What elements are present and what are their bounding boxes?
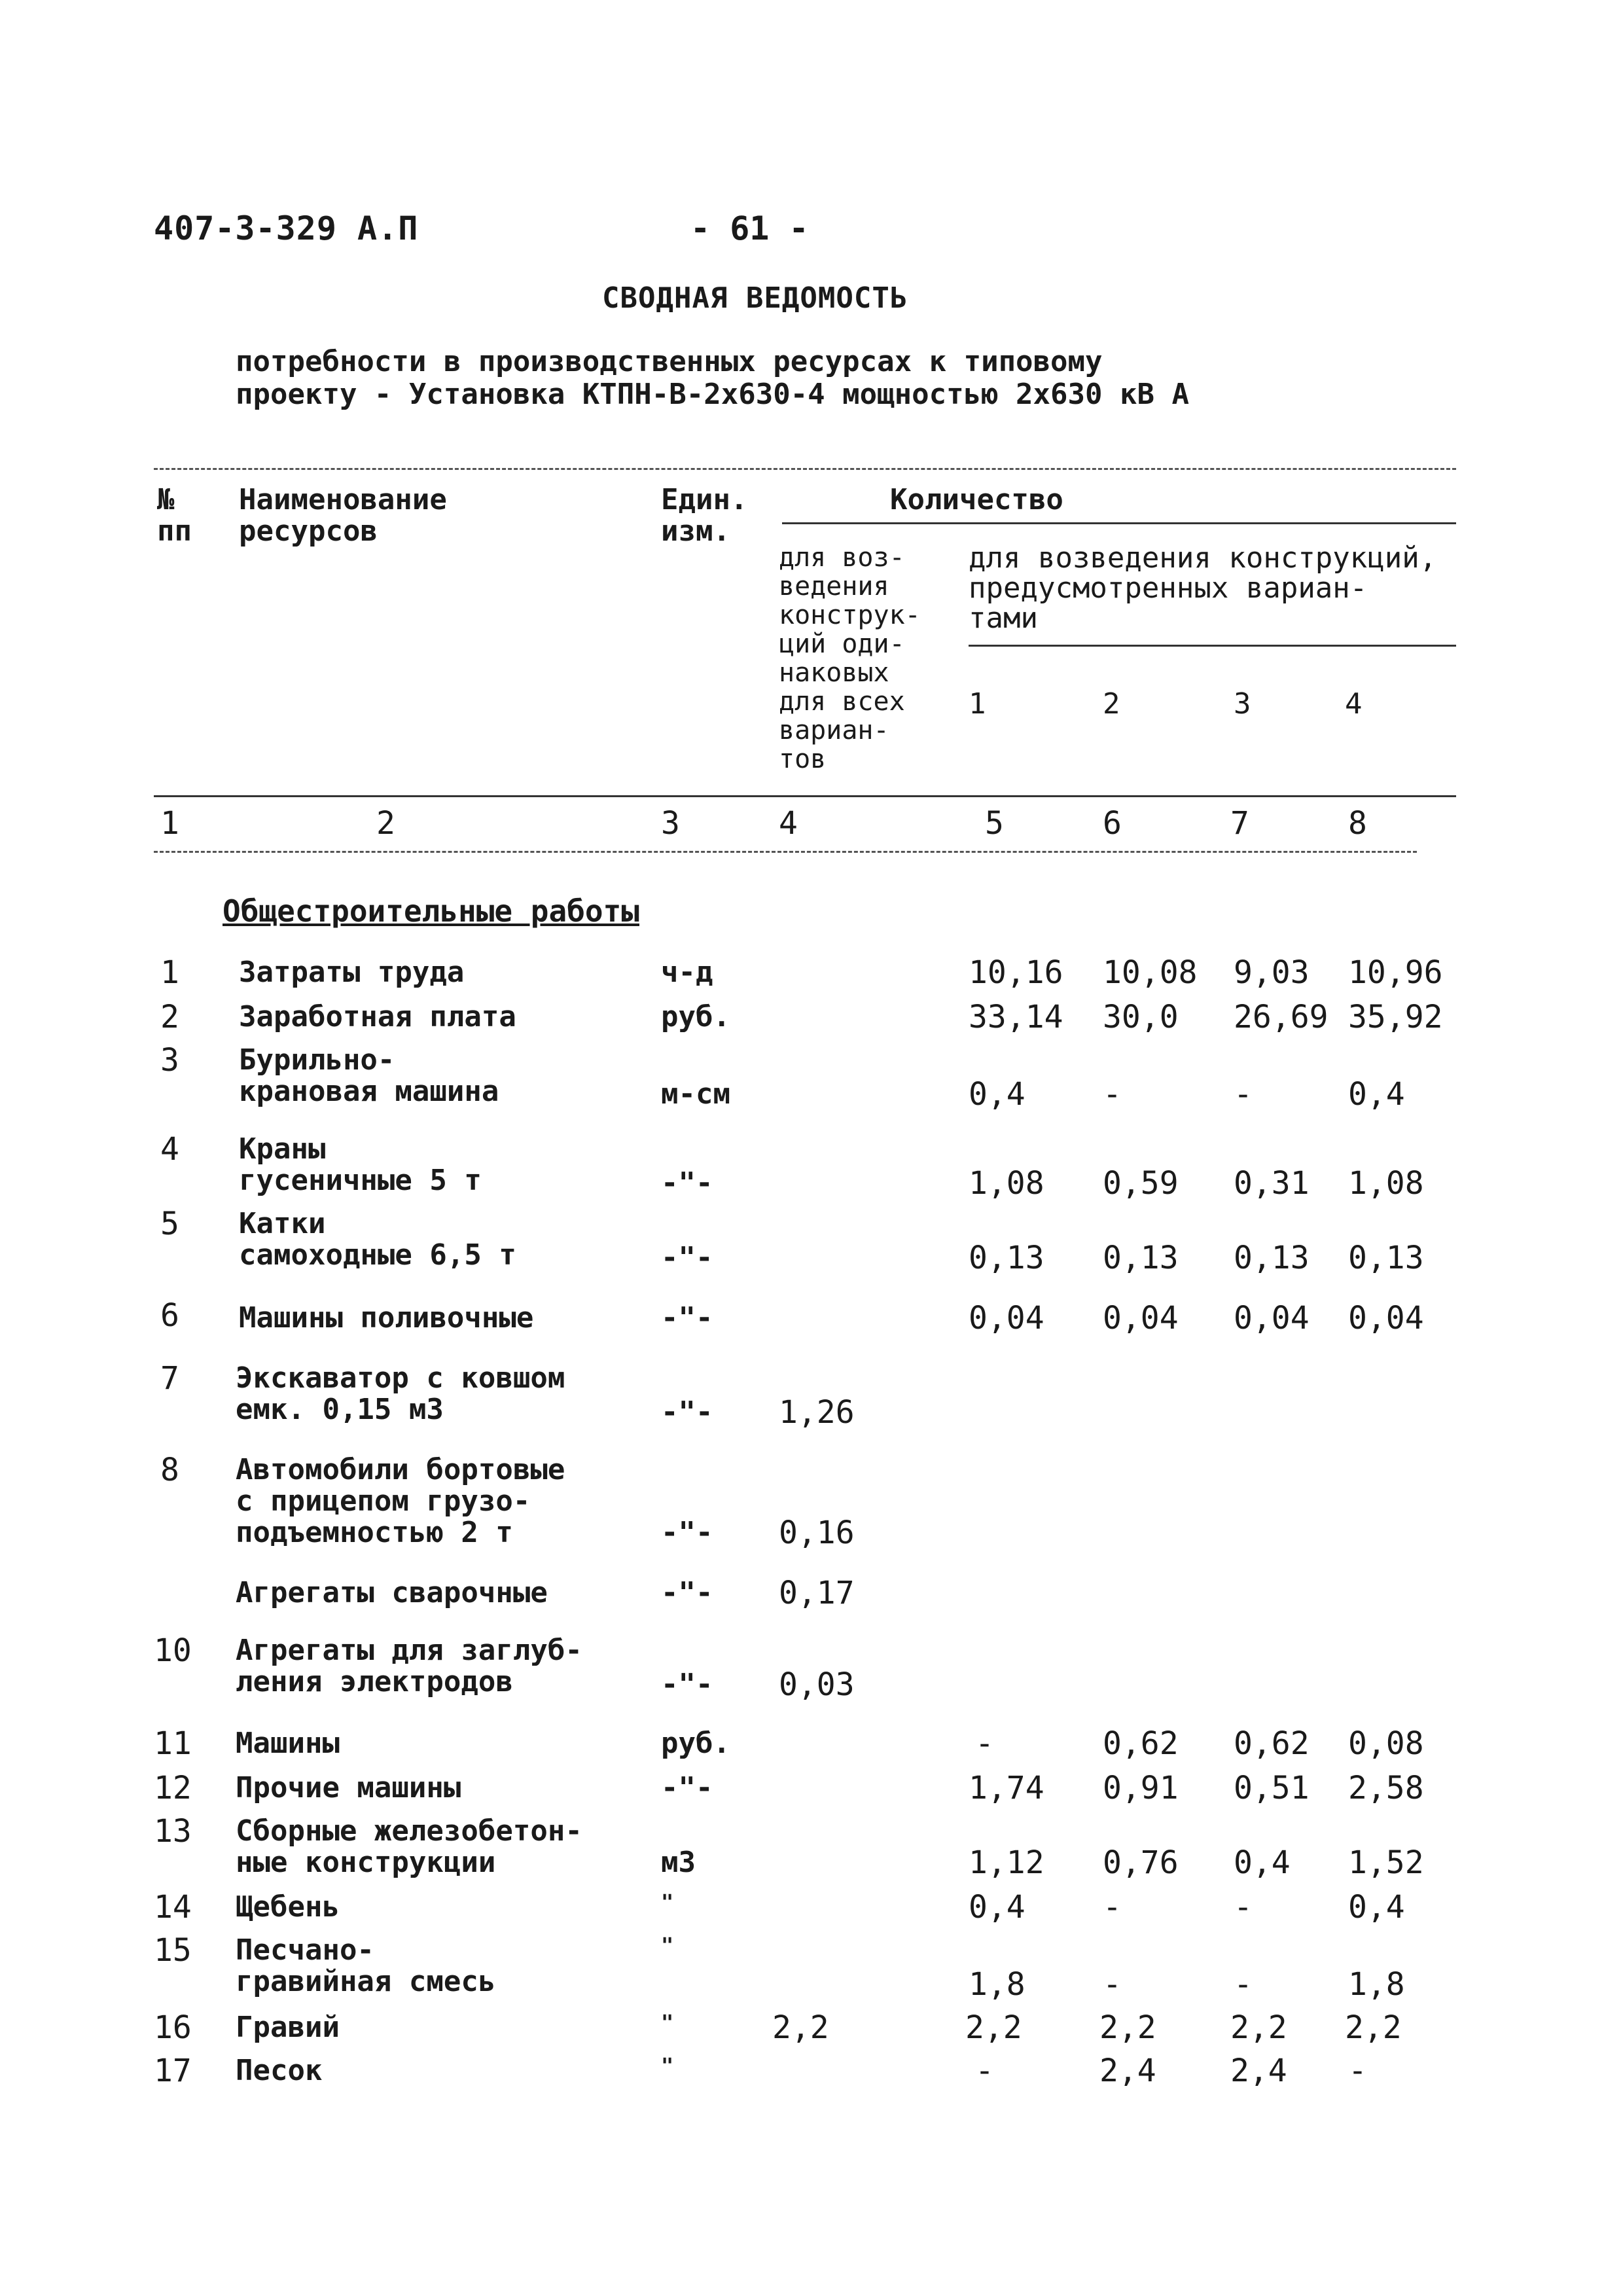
row-unit: руб. xyxy=(661,1727,730,1760)
row-common: 2,2 xyxy=(772,2009,829,2046)
row-v4: 2,58 xyxy=(1348,1770,1424,1806)
row-name: Затраты труда xyxy=(239,956,465,989)
row-v2: 2,4 xyxy=(1099,2053,1156,2089)
row-number: 3 xyxy=(160,1042,179,1079)
variant-number-2: 2 xyxy=(1103,687,1120,721)
variant-number-4: 4 xyxy=(1345,687,1363,721)
row-number: 1 xyxy=(160,954,179,991)
row-name: Катки самоходные 6,5 т xyxy=(239,1207,516,1272)
header-col-unit: Един. изм. xyxy=(661,483,748,548)
row-unit: " xyxy=(661,2053,674,2078)
row-v4: 2,2 xyxy=(1345,2009,1402,2046)
row-unit: -"- xyxy=(661,1668,713,1701)
row-v4: 0,13 xyxy=(1348,1240,1424,1276)
column-number-4: 4 xyxy=(779,805,798,842)
row-common: 0,17 xyxy=(779,1575,855,1611)
row-unit: ч-д xyxy=(661,956,713,989)
row-number: 5 xyxy=(160,1206,179,1242)
row-v2: 0,76 xyxy=(1103,1844,1179,1881)
header-col-number: № пп xyxy=(157,483,192,548)
row-v3: - xyxy=(1234,1966,1253,2003)
subtitle-line-1: потребности в производственных ресурсах к типовому xyxy=(236,345,1103,378)
row-v3: 0,31 xyxy=(1234,1165,1310,1202)
table-top-rule xyxy=(154,468,1456,470)
row-common: 0,03 xyxy=(779,1666,855,1703)
column-number-2: 2 xyxy=(376,805,395,842)
header-col-common: для воз- ведения конструк- ций оди- наковых для всех вариан- тов xyxy=(779,543,921,774)
row-v3: 9,03 xyxy=(1234,954,1310,991)
row-name: Машины поливочные xyxy=(239,1301,534,1335)
row-v2: - xyxy=(1103,1889,1122,1926)
row-unit: -"- xyxy=(661,1771,713,1804)
row-v2: 2,2 xyxy=(1099,2009,1156,2046)
row-common: 0,16 xyxy=(779,1515,855,1551)
row-v3: 26,69 xyxy=(1234,999,1329,1035)
row-unit: " xyxy=(661,1933,674,1958)
row-number: 15 xyxy=(154,1932,192,1969)
row-v2: - xyxy=(1103,1076,1122,1113)
row-v1: 1,74 xyxy=(969,1770,1044,1806)
header-col-name: Наименование ресурсов xyxy=(239,483,447,548)
header-col-variants: для возведения конструкций, предусмотренных вариан- тами xyxy=(969,541,1437,635)
row-name: Бурильно- крановая машина xyxy=(239,1043,499,1108)
row-name: Экскаватор с ковшом емк. 0,15 м3 xyxy=(236,1361,565,1426)
row-name: Прочие машины xyxy=(236,1771,461,1804)
row-v1: 2,2 xyxy=(965,2009,1022,2046)
row-v4: 1,52 xyxy=(1348,1844,1424,1881)
row-v3: 2,4 xyxy=(1230,2053,1287,2089)
row-v1: 0,4 xyxy=(969,1889,1026,1926)
row-v3: - xyxy=(1234,1076,1253,1113)
row-number: 11 xyxy=(154,1725,192,1762)
row-v3: 0,62 xyxy=(1234,1725,1310,1762)
row-unit: -"- xyxy=(661,1166,713,1200)
row-number: 12 xyxy=(154,1770,192,1806)
row-number: 13 xyxy=(154,1813,192,1850)
variant-number-1: 1 xyxy=(969,687,986,721)
column-number-7: 7 xyxy=(1230,805,1249,842)
row-number: 8 xyxy=(160,1452,179,1488)
row-number: 7 xyxy=(160,1360,179,1397)
row-v4: 0,04 xyxy=(1348,1300,1424,1336)
row-number: 6 xyxy=(160,1297,179,1334)
row-name: Песок xyxy=(236,2054,323,2087)
row-v2: 30,0 xyxy=(1103,999,1179,1035)
row-unit: -"- xyxy=(661,1301,713,1335)
row-v3: 0,04 xyxy=(1234,1300,1310,1336)
row-v1: 10,16 xyxy=(969,954,1063,991)
variant-number-3: 3 xyxy=(1234,687,1251,721)
row-number: 17 xyxy=(154,2053,192,2089)
row-v3: 2,2 xyxy=(1230,2009,1287,2046)
column-numbers-bottom-rule xyxy=(154,851,1417,853)
row-v4: 10,96 xyxy=(1348,954,1443,991)
row-v2: - xyxy=(1103,1966,1122,2003)
row-name: Заработная плата xyxy=(239,1000,516,1033)
row-v3: - xyxy=(1234,1889,1253,1926)
qty-header-rule xyxy=(782,522,1456,524)
row-v3: 0,13 xyxy=(1234,1240,1310,1276)
row-v4: 1,8 xyxy=(1348,1966,1405,2003)
row-v2: 10,08 xyxy=(1103,954,1198,991)
column-number-3: 3 xyxy=(661,805,680,842)
row-unit: -"- xyxy=(661,1241,713,1274)
header-col-quantity: Количество xyxy=(890,483,1063,516)
row-v2: 0,62 xyxy=(1103,1725,1179,1762)
column-number-6: 6 xyxy=(1103,805,1122,842)
row-unit: -"- xyxy=(661,1576,713,1609)
row-v4: 0,4 xyxy=(1348,1889,1405,1926)
row-unit: " xyxy=(661,1890,674,1914)
page-number: - 61 - xyxy=(690,209,809,247)
row-v4: 1,08 xyxy=(1348,1165,1424,1202)
row-name: Песчано- гравийная смесь xyxy=(236,1933,496,1998)
row-unit: м-см xyxy=(661,1077,730,1111)
row-v1: 0,04 xyxy=(969,1300,1044,1336)
row-number: 14 xyxy=(154,1889,192,1926)
row-name: Агрегаты для заглуб- ления электродов xyxy=(236,1634,582,1698)
row-number: 10 xyxy=(154,1632,192,1669)
row-name: Автомобили бортовые с прицепом грузо- подъемностью 2 т xyxy=(236,1453,565,1549)
subtitle-line-2: проекту - Установка КТПН-В-2х630-4 мощностью 2х630 кВ А xyxy=(236,378,1189,411)
row-v3: 0,51 xyxy=(1234,1770,1310,1806)
row-common: 1,26 xyxy=(779,1394,855,1431)
row-unit: -"- xyxy=(661,1516,713,1549)
column-numbers-top-rule xyxy=(154,795,1456,797)
row-v1: 1,12 xyxy=(969,1844,1044,1881)
row-v4: 0,08 xyxy=(1348,1725,1424,1762)
row-v2: 0,13 xyxy=(1103,1240,1179,1276)
row-name: Сборные железобетон- ные конструкции xyxy=(236,1814,582,1879)
row-unit: руб. xyxy=(661,1000,730,1033)
column-number-8: 8 xyxy=(1348,805,1367,842)
document-subtitle xyxy=(236,346,1189,411)
row-v1: 1,08 xyxy=(969,1165,1044,1202)
row-unit: " xyxy=(661,2010,674,2035)
section-title: Общестроительные работы xyxy=(223,893,639,929)
row-v1: 33,14 xyxy=(969,999,1063,1035)
row-v1: - xyxy=(975,2053,994,2089)
document-code: 407-3-329 А.П xyxy=(154,209,419,247)
row-unit: -"- xyxy=(661,1395,713,1429)
row-number: 2 xyxy=(160,999,179,1035)
row-v4: 0,4 xyxy=(1348,1076,1405,1113)
column-number-5: 5 xyxy=(985,805,1004,842)
row-unit: м3 xyxy=(661,1846,696,1879)
variants-header-rule xyxy=(969,645,1456,647)
row-v1: 0,13 xyxy=(969,1240,1044,1276)
row-number: 16 xyxy=(154,2009,192,2046)
column-number-1: 1 xyxy=(160,805,179,842)
document-title: СВОДНАЯ ВЕДОМОСТЬ xyxy=(602,281,908,315)
row-name: Щебень xyxy=(236,1890,340,1924)
row-name: Краны гусеничные 5 т xyxy=(239,1132,482,1197)
row-v2: 0,91 xyxy=(1103,1770,1179,1806)
row-v1: 1,8 xyxy=(969,1966,1026,2003)
row-v1: 0,4 xyxy=(969,1076,1026,1113)
row-name: Агрегаты сварочные xyxy=(236,1576,548,1609)
row-name: Машины xyxy=(236,1727,340,1760)
row-v3: 0,4 xyxy=(1234,1844,1291,1881)
row-v4: - xyxy=(1348,2053,1367,2089)
row-v4: 35,92 xyxy=(1348,999,1443,1035)
row-v2: 0,04 xyxy=(1103,1300,1179,1336)
row-v2: 0,59 xyxy=(1103,1165,1179,1202)
row-name: Гравий xyxy=(236,2011,340,2044)
row-number: 4 xyxy=(160,1131,179,1168)
row-v1: - xyxy=(975,1725,994,1762)
